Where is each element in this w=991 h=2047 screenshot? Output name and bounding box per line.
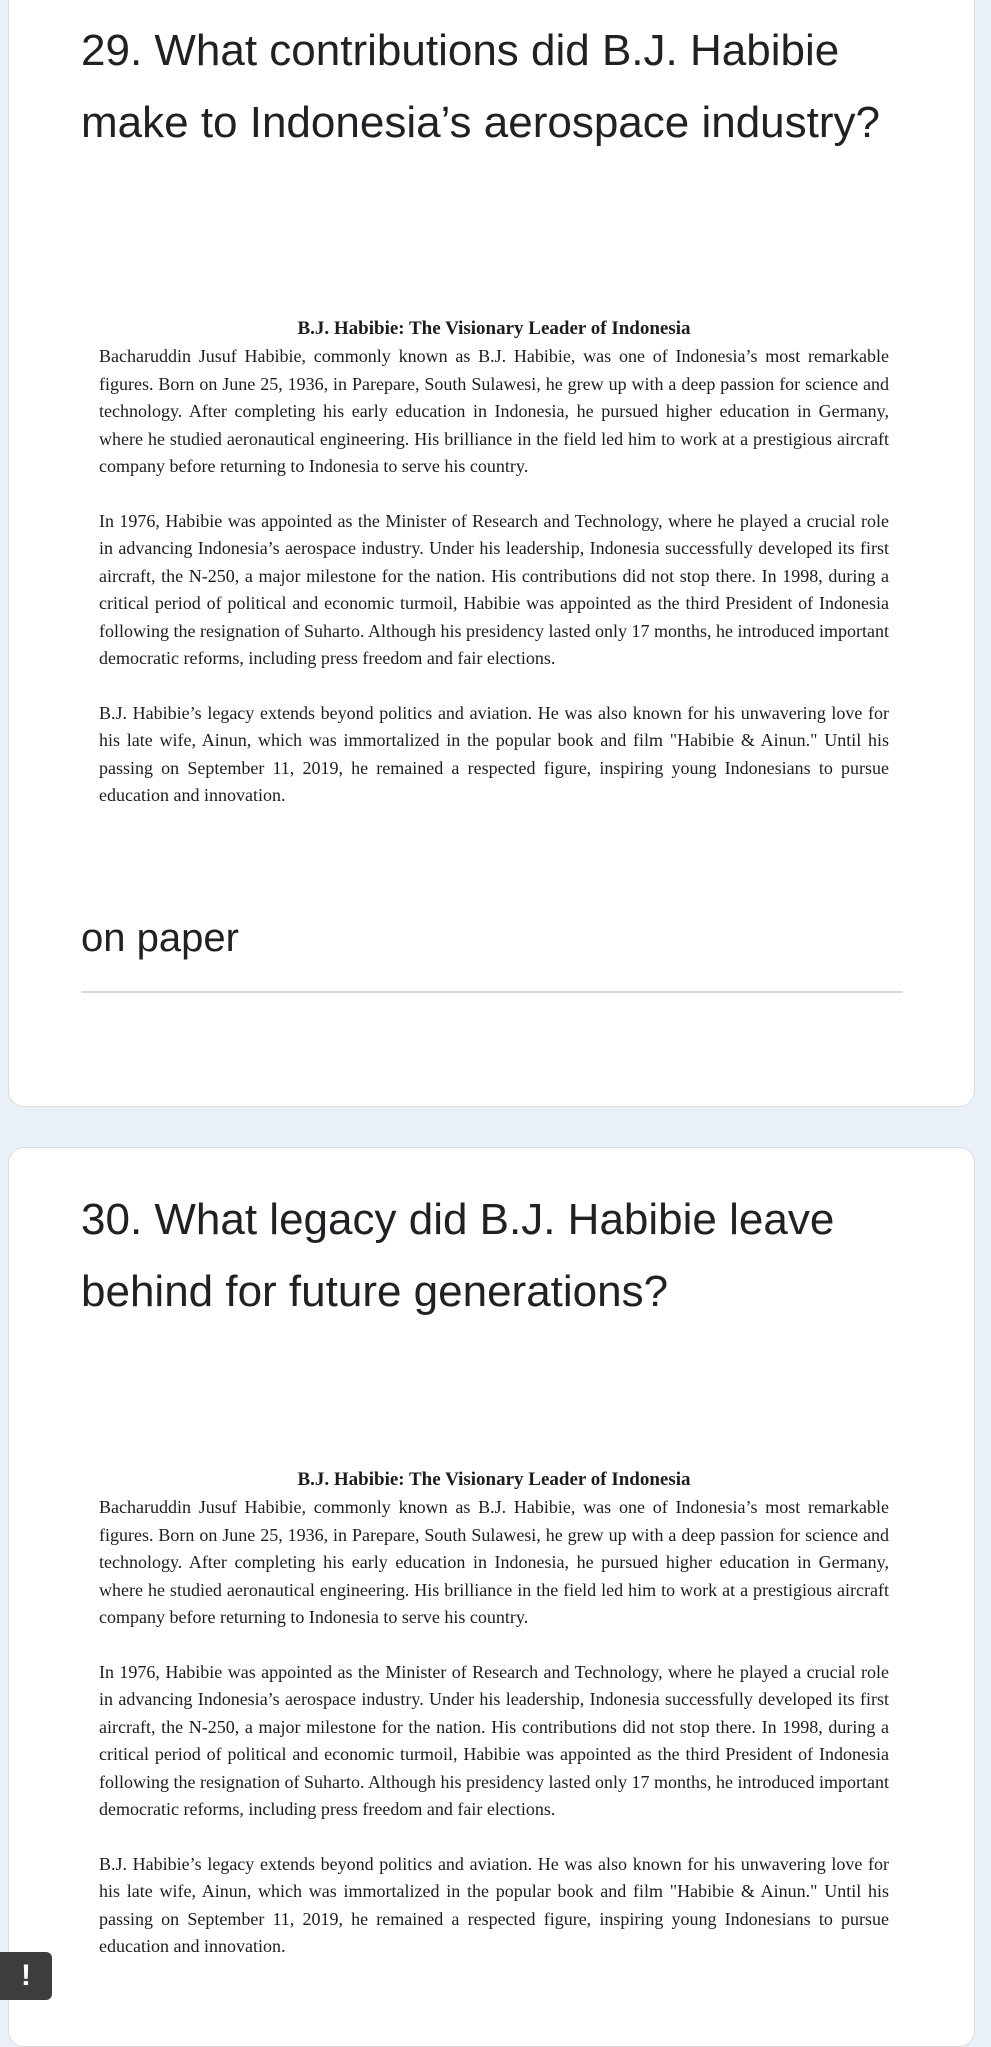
answer-input[interactable]: on paper [81, 916, 239, 960]
reading-passage-image [99, 1468, 889, 1988]
reading-passage-image [99, 317, 889, 837]
passage-paragraph: Bacharuddin Jusuf Habibie, commonly known as B.J. Habibie, was one of Indonesia’s most remarkable figures. Born on June 25, 1936, in Parepare, South Sulawesi, he grew up with a deep passion for science and technology. After completing his early education in Indonesia, he pursued higher education in Germany, where he studied aeronautical engineering. His brilliance in the field led him to work at a prestigious aircraft company before returning to Indonesia to serve his country. [99, 346, 889, 476]
answer-underline [81, 991, 903, 993]
question-title: 29. What contributions did B.J. Habibie make to Indonesia’s aerospace industry? [81, 26, 881, 147]
passage-paragraph: B.J. Habibie’s legacy extends beyond politics and aviation. He was also known for his unwavering love for his late wife, Ainun, which was immortalized in the popular book and film "Habibie & Ainun." Until his passing on September 11, 2019, he remained a respected figure, inspiring young Indonesians to pursue education and innovation. [99, 702, 889, 805]
passage-paragraph: In 1976, Habibie was appointed as the Minister of Research and Technology, where he played a crucial role in advancing Indonesia’s aerospace industry. Under his leadership, Indonesia successfully developed its first aircraft, the N-250, a major milestone for the nation. His contributions did not stop there. In 1998, during a critical period of political and economic turmoil, Habibie was appointed as the third President of Indonesia following the resignation of Suharto. Although his presidency lasted only 17 months, he introduced important democratic reforms, including press freedom and fair elections. [99, 1661, 889, 1819]
question-card-29 [8, 0, 975, 1107]
passage-paragraph: In 1976, Habibie was appointed as the Minister of Research and Technology, where he played a crucial role in advancing Indonesia’s aerospace industry. Under his leadership, Indonesia successfully developed its first aircraft, the N-250, a major milestone for the nation. His contributions did not stop there. In 1998, during a critical period of political and economic turmoil, Habibie was appointed as the third President of Indonesia following the resignation of Suharto. Although his presidency lasted only 17 months, he introduced important democratic reforms, including press freedom and fair elections. [99, 510, 889, 668]
passage-heading: B.J. Habibie: The Visionary Leader of Indonesia [297, 1469, 691, 1490]
passage-paragraph: B.J. Habibie’s legacy extends beyond politics and aviation. He was also known for his unwavering love for his late wife, Ainun, which was immortalized in the popular book and film "Habibie & Ainun." Until his passing on September 11, 2019, he remained a respected figure, inspiring young Indonesians to pursue education and innovation. [99, 1853, 889, 1956]
passage-paragraph: Bacharuddin Jusuf Habibie, commonly known as B.J. Habibie, was one of Indonesia’s most remarkable figures. Born on June 25, 1936, in Parepare, South Sulawesi, he grew up with a deep passion for science and technology. After completing his early education in Indonesia, he pursued higher education in Germany, where he studied aeronautical engineering. His brilliance in the field led him to work at a prestigious aircraft company before returning to Indonesia to serve his country. [99, 1497, 889, 1627]
question-title: 30. What legacy did B.J. Habibie leave behind for future generations? [81, 1195, 835, 1316]
passage-heading: B.J. Habibie: The Visionary Leader of Indonesia [297, 318, 691, 339]
question-card-30 [8, 1147, 975, 2047]
report-issue-button[interactable]: ! [0, 1952, 52, 2000]
